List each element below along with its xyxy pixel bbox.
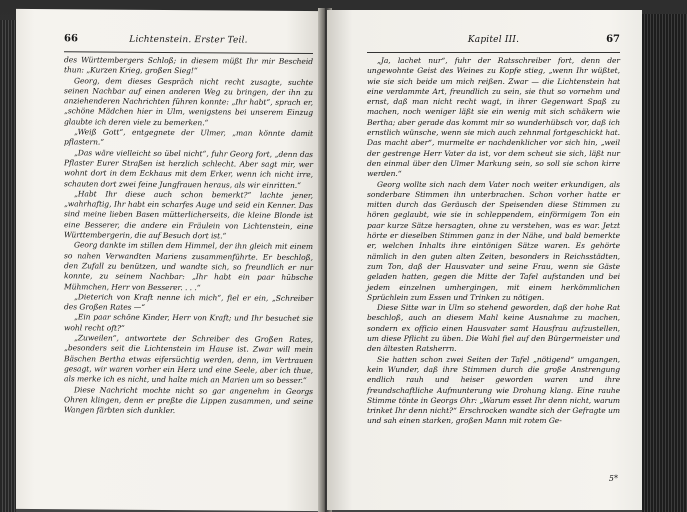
left-running-head: Lichtenstein. Erster Teil. xyxy=(129,34,248,46)
paragraph: Georg, dem dieses Gespräch nicht recht zusagte, suchte seinen Nachbar auf einen anderen Weg zu bringen, der ihn zu anziehenderen Nachrichten führen konnte: „Ihr habt“, sprach er, „schöne Mädchen hier in Ulm, wenigstens bei unserem Einzug glaubte ich deren viele zu bemerken.“ xyxy=(64,75,313,128)
right-header-rule xyxy=(367,52,620,53)
left-page-body xyxy=(64,55,313,417)
left-page-number: 66 xyxy=(64,33,78,45)
paragraph: „Das wäre vielleicht so übel nicht“, fuhr Georg fort, „denn das Pflaster Eurer Straßen ist herzlich schlecht. Aber sagt mir, wer wohnt dort in dem Eckhaus mit dem Erker, wenn ich nicht irre, schauten dort zwei feine Jungfrauen heraus, als wir einritten.“ xyxy=(64,148,313,190)
paragraph: „Habt Ihr diese auch schon bemerkt?“ lachte jener, „wahrhaftig, Ihr habt ein scharfes Auge und seid ein Kenner. Das sind meine lieben Basen mütterlicherseits, die kleine Blonde ist eine Besserer, die andere ein Fräulein von Lichtenstein, eine Württembergerin, die auf Besuch dort ist.“ xyxy=(64,189,313,241)
paragraph: Georg dankte im stillen dem Himmel, der ihn gleich mit einem so nahen Verwandten Mariens zusammenführte. Er beschloß, den Zufall zu benützen, und wandte sich, so freundlich er nur konnte, zu seinem Nachbar: „Ihr habt ein paar hübsche Mühmchen, Herr von Besserer. . . .“ xyxy=(64,240,313,292)
right-page-body xyxy=(367,56,620,427)
right-page-number: 67 xyxy=(606,34,620,45)
paragraph: Sie hatten schon zwei Seiten der Tafel „nötigend“ umgangen, kein Wunder, daß ihre Stimmen durch die große Anstrengung endlich rauh und heiser geworden waren und ihre freundschaftliche Aufmunterung wie Drohung klang. Eine rauhe Stimme tönte in Georgs Ohr: „Warum esset Ihr denn nicht, warum trinket Ihr denn nicht?“ Erschrocken wandte sich der Gefragte um und sah einen starken, großen Mann mit rotem Ge- xyxy=(367,354,620,426)
paragraph: „Ein paar schöne Kinder, Herr von Kraft; und Ihr besuchet sie wohl recht oft?“ xyxy=(64,312,313,333)
right-page-edges xyxy=(642,14,687,512)
left-page-edges xyxy=(0,20,16,512)
left-page xyxy=(16,9,323,511)
paragraph: „Weiß Gott“, entgegnete der Ulmer, „man könnte damit pflastern.“ xyxy=(64,127,313,147)
paragraph: „Dieterich von Kraft nenne ich mich“, fiel er ein, „Schreiber des Großen Rates —“ xyxy=(64,292,313,312)
right-running-head: Kapitel III. xyxy=(467,35,520,45)
paragraph: Georg wollte sich nach dem Vater noch weiter erkundigen, als sonderbare Stimmen ihn unterbrachen. Schon vorher hatte er mitten durch das Geräusch der Speisenden diese Stimmen zu hören geglaubt, wie sie in schleppendem, einförmigem Ton ein paar kurze Sätze hersagten, ohne zu verstehen, was es war. Jetzt hörte er dieselben Stimmen ganz in der Nähe, und bald bemerkte er, welchen Inhalts ihre eintönigen Sätze waren. Es gehörte nämlich in den guten alten Zeiten, besonders in Reichsstädten, zum Ton, daß der Hausvater und seine Frau, wenn sie Gäste geladen hatten, gegen die Mitte der Tafel aufstanden und bei jedem einzelnen umhergingen, mit einem herkömmlichen Sprüchlein zum Essen und Trinken zu nötigen. xyxy=(367,179,620,302)
paragraph: „Ja, lachet nur“, fuhr der Ratsschreiber fort, denn der ungewohnte Geist des Weines zu Kopfe stieg, „wenn Ihr wüßtet, wie sie sich beide um mich reißen. Zwar — die Lichtenstein hat eine verdammte Art, freundlich zu sein, sie thut so vornehm und ernst, daß man nicht recht wagt, in ihrer Gegenwart Spaß zu machen, noch weniger läßt sie ein wenig mit sich schäkern wie Bertha; aber gerade das kommt mir so wunderhübsch vor, daß ich ernstlich wünsche, wenn sie mich auch zehnmal fortgeschickt hat. Das macht aber“, murmelte er nachdenklicher vor sich hin, „weil der gestrenge Herr Vater da ist, vor dem scheut sie sich, läßt nur den einmal über den Ulmer Markung sein, so soll sie schon kirre werden.“ xyxy=(367,56,620,179)
paragraph: Diese Nachricht mochte nicht so gar angenehm in Georgs Ohren klingen, denn er preßte die Lippen zusammen, und seine Wangen färbten sich dunkler. xyxy=(64,384,313,416)
right-page xyxy=(327,10,642,510)
right-page-header xyxy=(367,34,620,52)
paragraph: des Württembergers Schloß; in diesem müßt Ihr mir Bescheid thun: „Kurzen Krieg, großen Sieg!“ xyxy=(64,55,313,76)
left-page-header xyxy=(64,33,313,53)
signature-mark: 5* xyxy=(608,474,618,483)
paragraph: Diese Sitte war in Ulm so stehend geworden, daß der hohe Rat beschloß, auch an diesem Mahl keine Ausnahme zu machen, sondern ex officio einen Hausvater samt Hausfrau aufzustellen, um diese Pflicht zu üben. Die Wahl fiel auf den Bürgermeister und den ältesten Ratsherrn. xyxy=(367,303,620,354)
paragraph: „Zuweilen“, antwortete der Schreiber des Großen Rates, „besonders seit die Lichtenstein im Hause ist. Zwar will mein Bäschen Bertha etwas eifersüchtig werden, denn, im Vertrauen gesagt, wir waren vorher ein Herz und eine Seele, aber ich thue, als merke ich es nicht, und halte mich an Marien um so besser.“ xyxy=(64,333,313,386)
